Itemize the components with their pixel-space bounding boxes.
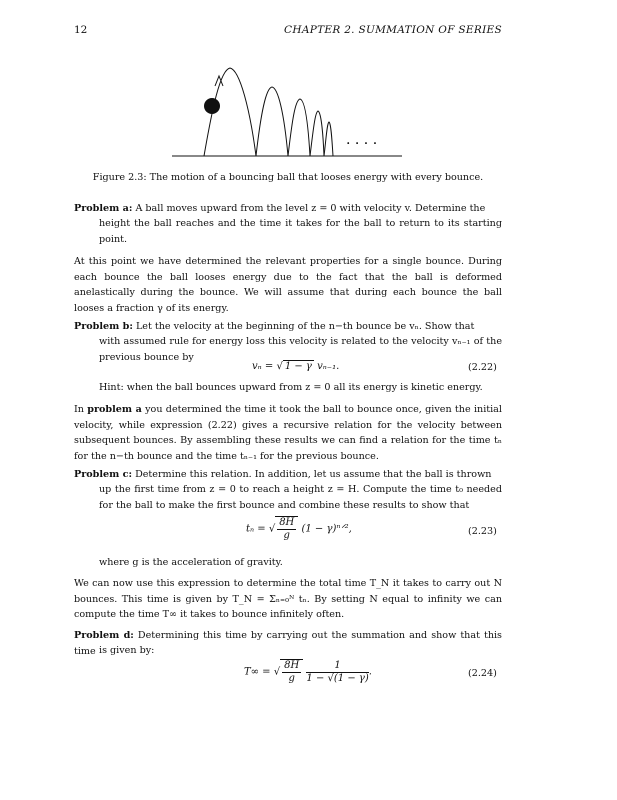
eq-2-24-end: .: [368, 666, 372, 678]
eq-2-23-rhs: (1 − γ)ⁿᐟ²,: [301, 523, 352, 535]
equation-2-22: vₙ = √ 1 − γ vₙ₋₁.: [252, 361, 340, 372]
problem-c-text-line1: Determine this relation. In addition, let us assume that the ball is thrown: [135, 469, 492, 480]
figure-ellipsis: . . . .: [346, 132, 378, 148]
paragraph-total-time: We can now use this expression to determine the total time T_N it takes to carry out N bounces. This time is given by T_N = Σₙ₌₀ᴺ tₙ. By setting N equal to infinity we can compute the time T∞ it takes to bounce infinitely often.: [74, 578, 502, 620]
eq-2-23-lhs: tₙ =: [246, 523, 269, 535]
bouncing-ball-figure: [168, 60, 408, 162]
equation-2-24: T∞ = √ $\frac{8H}{g}$ $\frac{1}{1 - √(1 - \gamma)}$ .: [244, 659, 372, 684]
problem-c-text: up the first time from z = 0 to reach a height z = H. Compute the time t₀ needed for the ball to make the first bounce and combine these results to show that: [99, 484, 502, 511]
eq-2-24-num: 8H: [284, 660, 300, 671]
eq-number-2-22: (2.22): [468, 362, 497, 373]
equation-2-23: tₙ = √ $\frac{8H}{g}$ (1 − γ)ⁿᐟ²,: [246, 517, 352, 541]
problem-d-text-line1: Determining this time by carrying out the summation and show that this time: [74, 630, 502, 657]
eq-2-24-den: g: [288, 673, 295, 684]
ball: [204, 98, 220, 114]
problem-c-label: Problem c:: [74, 469, 132, 480]
paragraph-recursion: [74, 402, 502, 464]
problem-b-text-line1: Let the velocity at the beginning of the n−th bounce be vₙ. Show that: [135, 321, 475, 332]
eq-number-2-24: (2.24): [468, 668, 497, 679]
eq-2-22-rhs: vₙ₋₁.: [313, 361, 340, 372]
eq-2-24-frac-num: 1: [306, 660, 368, 673]
problem-a-text: height the ball reaches and the time it takes for the ball to return to its starting point.: [99, 218, 502, 245]
problem-d-text: is given by:: [99, 645, 155, 656]
problem-b-label: Problem b:: [74, 321, 133, 332]
eq-2-22-radicand: 1 − γ: [284, 361, 312, 372]
eq-2-23-sqrt-frac: [275, 516, 298, 542]
figure-caption: Figure 2.3: The motion of a bouncing ball that looses energy with every bounce.: [92, 172, 484, 183]
paragraph2-pre: In: [74, 404, 84, 415]
trajectory-second: [256, 87, 288, 156]
running-header: [74, 24, 502, 38]
problem-c-line1: [74, 467, 502, 483]
trajectory-fifth: [324, 122, 333, 156]
problem-c-note: where g is the acceleration of gravity.: [99, 557, 283, 568]
trajectory-third: [288, 99, 310, 156]
eq-2-22-lhs: vₙ =: [252, 361, 277, 372]
problem-d-label: Problem d:: [74, 630, 134, 641]
eq-2-24-frac: [306, 660, 368, 685]
paragraph2-bold: problem a: [87, 404, 142, 415]
eq-number-2-23: (2.23): [468, 526, 497, 537]
problem-b-line1: [74, 319, 502, 335]
eq-2-24-lhs: T∞ =: [244, 666, 274, 678]
problem-b-hint: Hint: when the ball bounces upward from z = 0 all its energy is kinetic energy.: [99, 382, 483, 393]
trajectory-fourth: [310, 111, 324, 156]
eq-2-23-den: g: [283, 530, 290, 541]
page-number: 12: [74, 24, 88, 36]
eq-2-24-sqrt-frac: [280, 659, 303, 685]
chapter-title: CHAPTER 2. SUMMATION OF SERIES: [284, 24, 502, 36]
eq-2-23-num: 8H: [279, 517, 295, 528]
problem-a-text-line1: A ball moves upward from the level z = 0 with velocity v. Determine the: [135, 203, 486, 214]
eq-2-24-frac-den: 1 − √(1 − γ): [306, 672, 369, 684]
problem-a-line1: [74, 201, 502, 217]
problem-b-text: with assumed rule for energy loss this velocity is related to the velocity vₙ₋₁ of the previous bounce by: [99, 336, 502, 363]
paragraph2-post: you determined the time it took the ball to bounce once, given the initial velocity, while expression (2.22) gives a recursive relation for the velocity between subsequent bounces. By assembling these results we can find a relation for the time tₙ for the n−th bounce and the time tₙ₋₁ for the previous bounce.: [74, 404, 502, 462]
paragraph-energy-loss: At this point we have determined the relevant properties for a single bounce. During each bounce the ball looses energy due to the fact that the ball is deformed anelastically during the bounce. We will assume that during each bounce the ball looses a fraction γ of its energy.: [74, 256, 502, 314]
problem-a-label: Problem a:: [74, 203, 133, 214]
